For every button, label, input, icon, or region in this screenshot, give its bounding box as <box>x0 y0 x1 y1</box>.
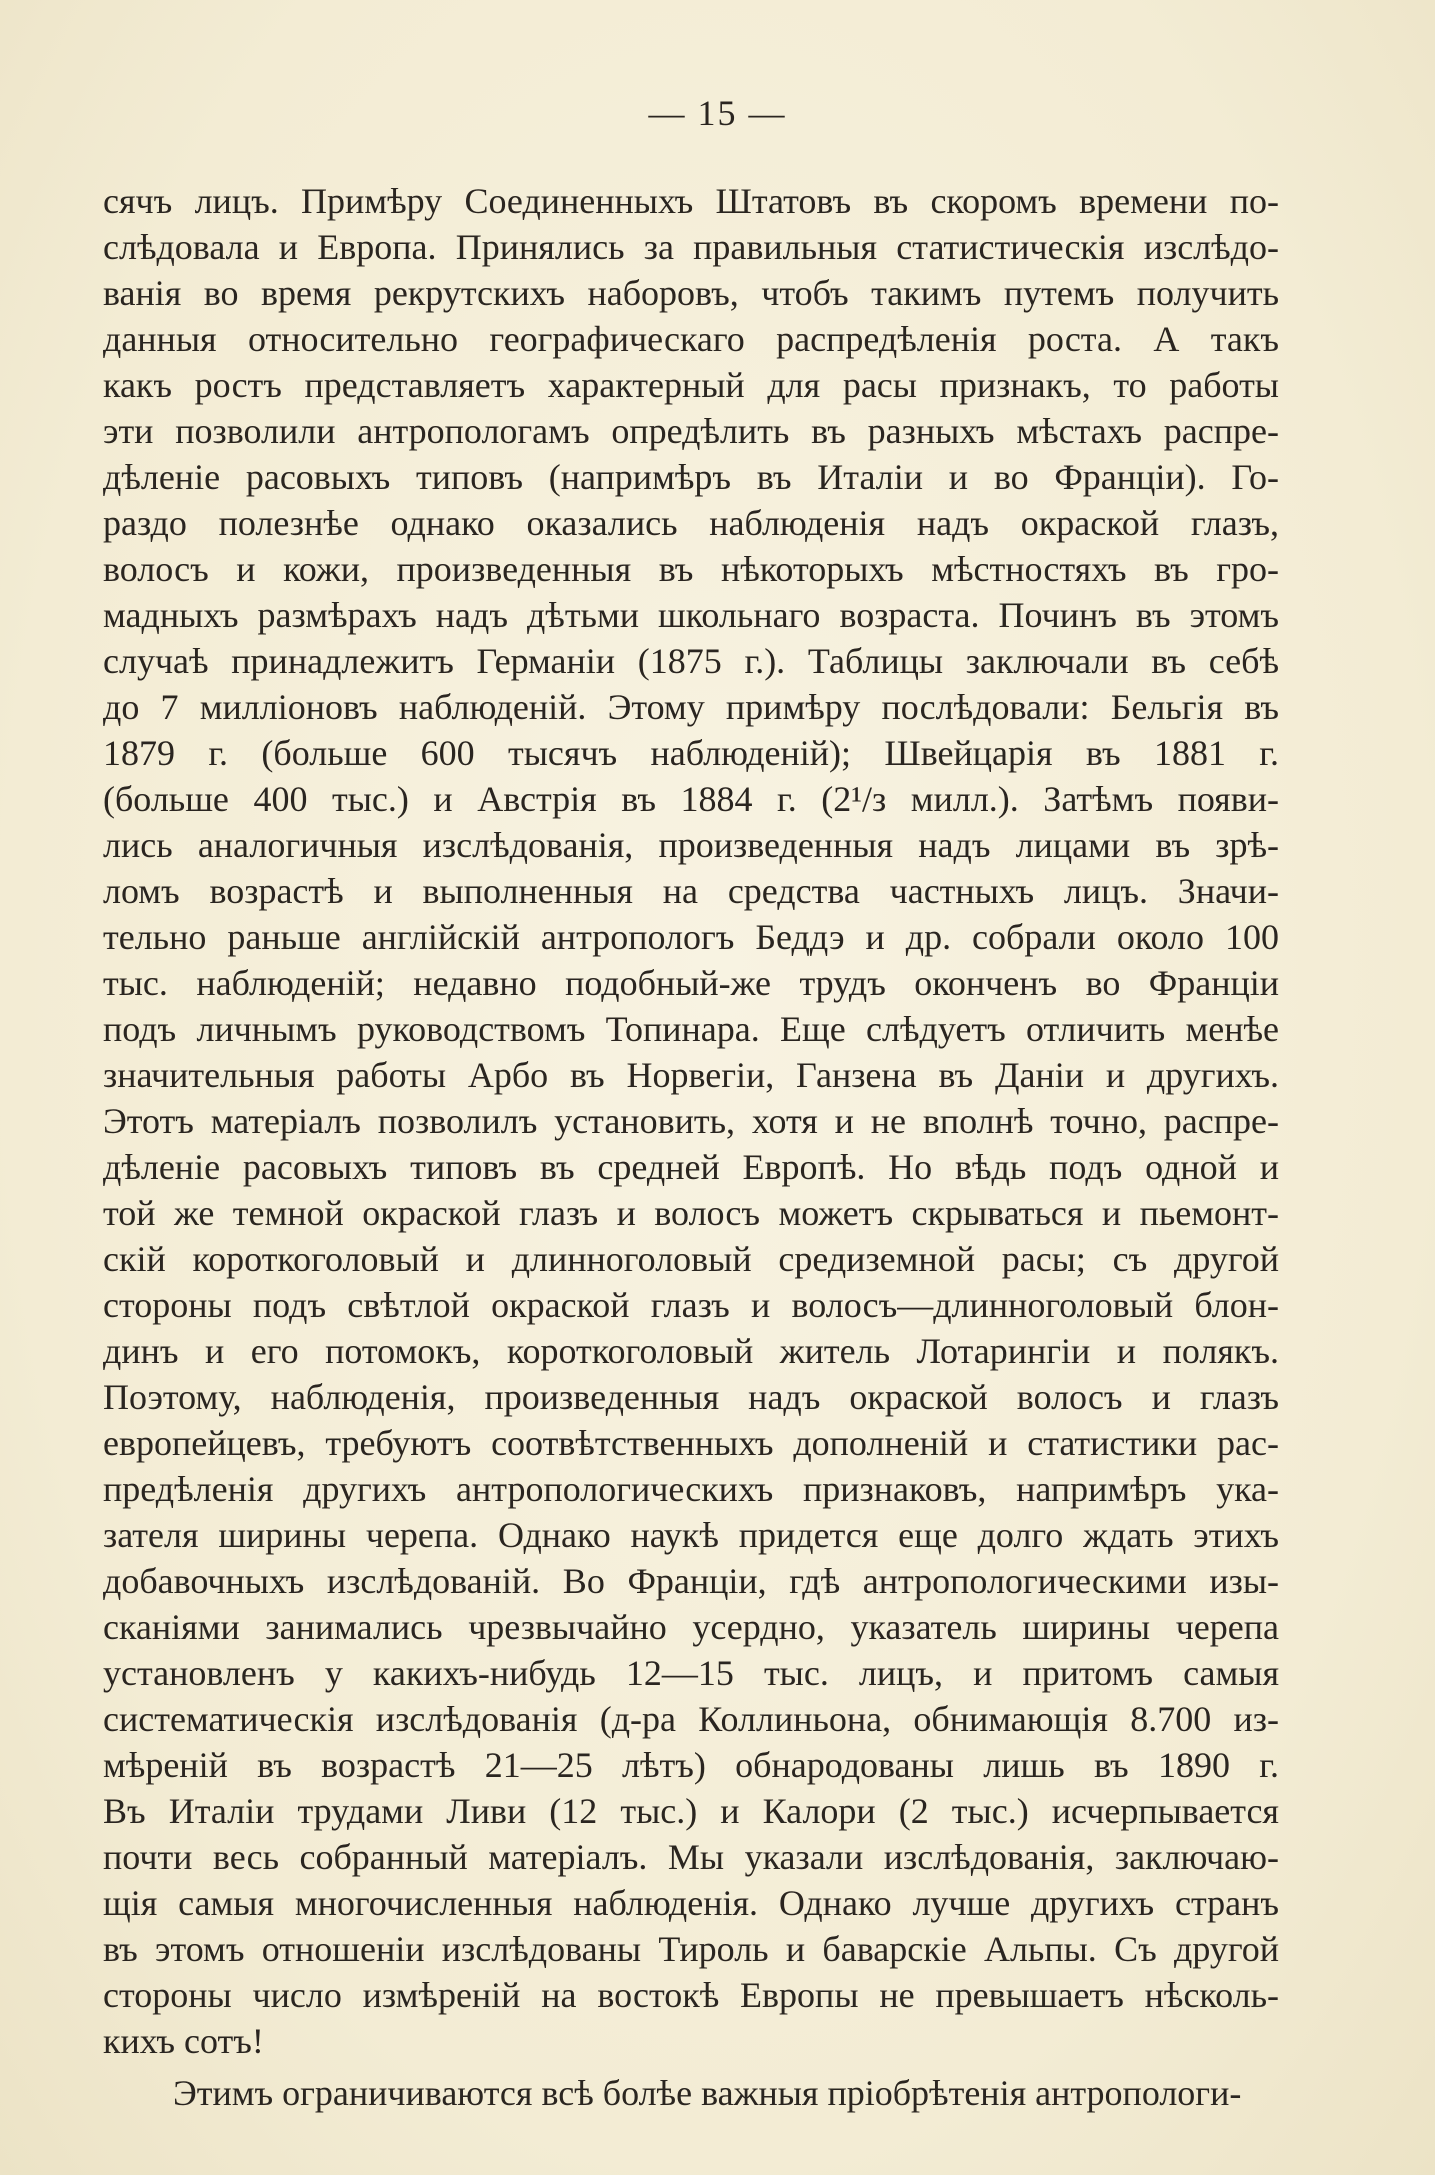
paragraph-start-line: Этимъ ограничиваются всѣ болѣе важныя пріобрѣтенія антропологи- <box>173 2073 1242 2113</box>
text-line: стороны подъ свѣтлой окраской глазъ и волосъ—длинноголовый блон- <box>103 1285 1279 1325</box>
text-line: дѣленіе расовыхъ типовъ (напримѣръ въ Италіи и во Франціи). Го- <box>103 457 1279 497</box>
text-line: 1879 г. (больше 600 тысячъ наблюденій); Швейцарія въ 1881 г. <box>103 733 1279 773</box>
text-line: (больше 400 тыс.) и Австрія въ 1884 г. (2¹/з милл.). Затѣмъ появи- <box>103 779 1279 819</box>
text-line: сканіями занимались чрезвычайно усердно, указатель ширины черепа <box>103 1607 1279 1647</box>
text-line: добавочныхъ изслѣдованій. Во Франціи, гдѣ антропологическими изы- <box>103 1561 1279 1601</box>
text-line: предѣленія другихъ антропологическихъ признаковъ, напримѣръ ука- <box>103 1469 1279 1509</box>
text-line: случаѣ принадлежитъ Германіи (1875 г.). Таблицы заключали въ себѣ <box>103 641 1279 681</box>
text-line: подъ личнымъ руководствомъ Топинара. Еще слѣдуетъ отличить менѣе <box>103 1009 1279 1049</box>
text-line: стороны число измѣреній на востокѣ Европы не превышаетъ нѣсколь- <box>103 1975 1279 2015</box>
text-line: эти позволили антропологамъ опредѣлить въ разныхъ мѣстахъ распре- <box>103 411 1279 451</box>
text-line: ломъ возрастѣ и выполненныя на средства частныхъ лицъ. Значи- <box>103 871 1279 911</box>
text-line: ванія во время рекрутскихъ наборовъ, чтобъ такимъ путемъ получить <box>103 273 1279 313</box>
text-line: систематическія изслѣдованія (д-ра Коллиньона, обнимающія 8.700 из- <box>103 1699 1279 1739</box>
text-line: почти весь собранный матеріалъ. Мы указали изслѣдованія, заключаю- <box>103 1837 1279 1877</box>
text-line: сячъ лицъ. Примѣру Соединенныхъ Штатовъ въ скоромъ времени по- <box>103 181 1279 221</box>
text-line: скій короткоголовый и длинноголовый средиземной расы; съ другой <box>103 1239 1279 1279</box>
text-line: слѣдовала и Европа. Принялись за правильныя статистическія изслѣдо- <box>103 227 1279 267</box>
text-line: лись аналогичныя изслѣдованія, произведенныя надъ лицами въ зрѣ- <box>103 825 1279 865</box>
text-line: Этотъ матеріалъ позволилъ установить, хотя и не вполнѣ точно, распре- <box>103 1101 1279 1141</box>
text-line: волосъ и кожи, произведенныя въ нѣкоторыхъ мѣстностяхъ въ гро- <box>103 549 1279 589</box>
text-line: раздо полезнѣе однако оказались наблюденія надъ окраской глазъ, <box>103 503 1279 543</box>
text-line: мадныхъ размѣрахъ надъ дѣтьми школьнаго возраста. Починъ въ этомъ <box>103 595 1279 635</box>
text-line: Поэтому, наблюденія, произведенныя надъ окраской волосъ и глазъ <box>103 1377 1279 1417</box>
page-number: — 15 — <box>648 93 787 133</box>
text-line: установленъ у какихъ-нибудь 12—15 тыс. лицъ, и притомъ самыя <box>103 1653 1279 1693</box>
text-line: мѣреній въ возрастѣ 21—25 лѣтъ) обнародованы лишь въ 1890 г. <box>103 1745 1279 1785</box>
text-line: европейцевъ, требуютъ соотвѣтственныхъ дополненій и статистики рас- <box>103 1423 1279 1463</box>
text-line: тельно раньше англійскій антропологъ Беддэ и др. собрали около 100 <box>103 917 1279 957</box>
text-line: той же темной окраской глазъ и волосъ можетъ скрываться и пьемонт- <box>103 1193 1279 1233</box>
text-line: зателя ширины черепа. Однако наукѣ придется еще долго ждать этихъ <box>103 1515 1279 1555</box>
text-line: дѣленіе расовыхъ типовъ въ средней Европѣ. Но вѣдь подъ одной и <box>103 1147 1279 1187</box>
text-line: въ этомъ отношеніи изслѣдованы Тироль и баварскіе Альпы. Съ другой <box>103 1929 1279 1969</box>
text-line: динъ и его потомокъ, короткоголовый житель Лотарингіи и полякъ. <box>103 1331 1279 1371</box>
body-text <box>103 178 1279 2116</box>
text-line: до 7 милліоновъ наблюденій. Этому примѣру послѣдовали: Бельгія въ <box>103 687 1279 727</box>
text-line: кихъ сотъ! <box>103 2021 264 2061</box>
text-line: щія самыя многочисленныя наблюденія. Однако лучше другихъ странъ <box>103 1883 1279 1923</box>
text-line: какъ ростъ представляетъ характерный для расы признакъ, то работы <box>103 365 1279 405</box>
text-line: данныя относительно географическаго распредѣленія роста. А такъ <box>103 319 1279 359</box>
text-line: Въ Италіи трудами Ливи (12 тыс.) и Калори (2 тыс.) исчерпывается <box>103 1791 1279 1831</box>
text-line: значительныя работы Арбо въ Норвегіи, Ганзена въ Даніи и другихъ. <box>103 1055 1279 1095</box>
text-line: тыс. наблюденій; недавно подобный-же трудъ оконченъ во Франціи <box>103 963 1279 1003</box>
